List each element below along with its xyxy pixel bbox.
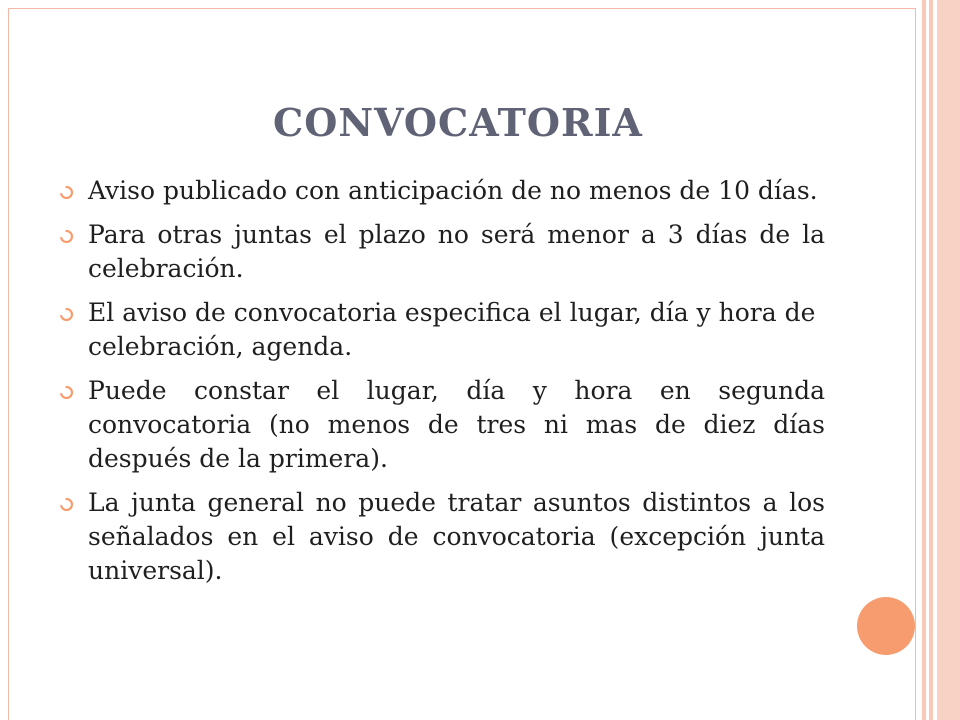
- orange-circle-icon: [857, 597, 915, 655]
- slide-title: CONVOCATORIA: [273, 100, 643, 145]
- list-item: [60, 486, 825, 588]
- bullet-text: Puede constar el lugar, día y hora en segunda convocatoria (no menos de tres ni mas de diez días después de la primera).: [88, 376, 825, 473]
- bullet-icon: [60, 186, 73, 199]
- bullet-icon: [60, 308, 73, 321]
- bullet-text: Aviso publicado con anticipación de no menos de 10 días.: [88, 176, 818, 205]
- bullet-list: [60, 174, 825, 598]
- bullet-text: Para otras juntas el plazo no será menor a 3 días de la celebración.: [88, 220, 825, 283]
- list-item: [60, 174, 825, 208]
- list-item: [60, 374, 825, 476]
- list-item: [60, 218, 825, 286]
- bullet-icon: [60, 230, 73, 243]
- bullet-text: El aviso de convocatoria especifica el lugar, día y hora de celebración, agenda.: [88, 298, 816, 361]
- bullet-text: La junta general no puede tratar asuntos distintos a los señalados en el aviso de convocatoria (excepción junta universal).: [88, 488, 825, 585]
- bullet-icon: [60, 386, 73, 399]
- decor-stripe: [922, 0, 926, 720]
- list-item: [60, 296, 825, 364]
- decor-stripe: [937, 0, 960, 720]
- bullet-icon: [60, 498, 73, 511]
- decor-stripe: [929, 0, 933, 720]
